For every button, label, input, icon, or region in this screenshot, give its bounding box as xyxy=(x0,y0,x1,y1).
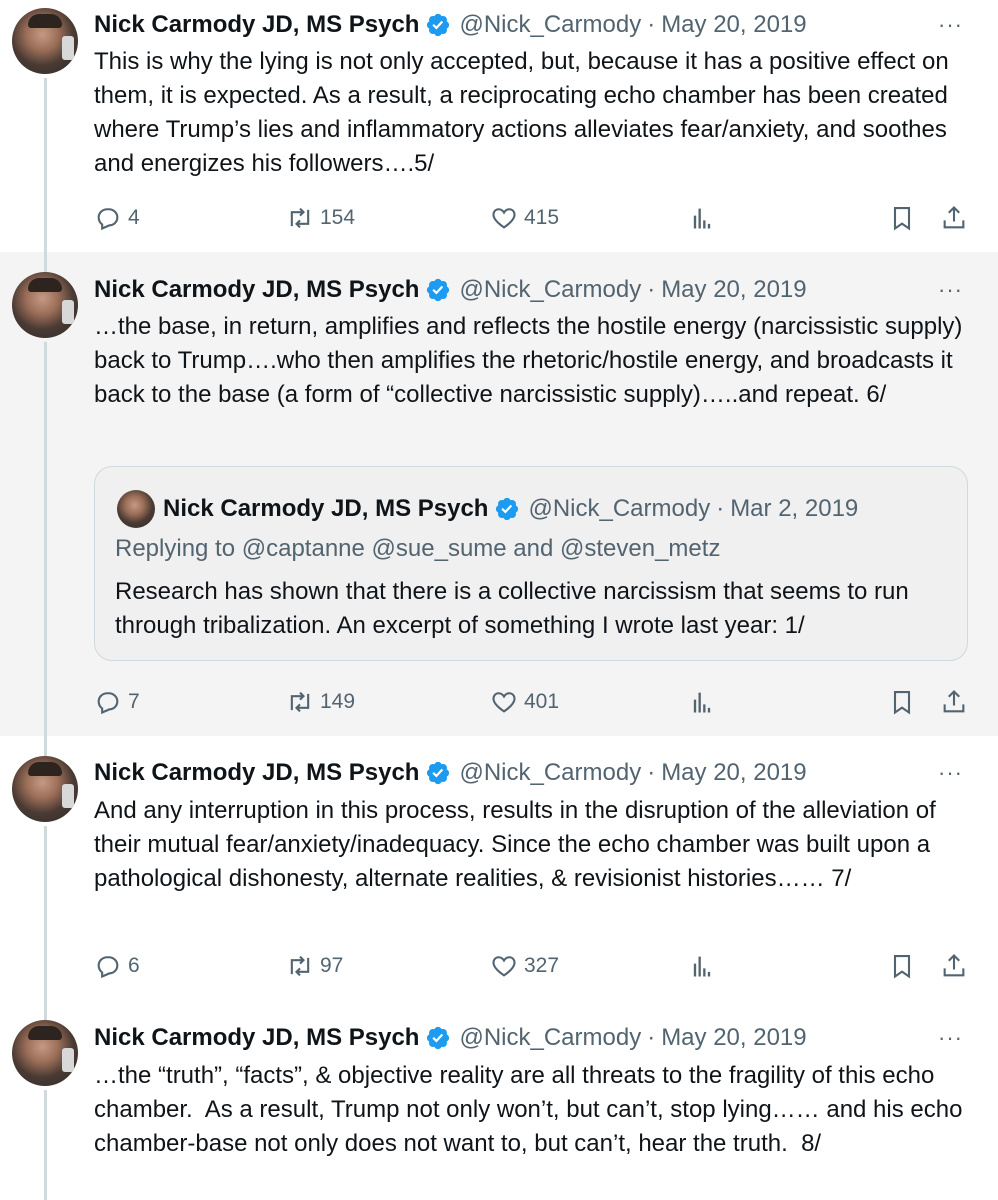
action-bar xyxy=(94,200,970,236)
bookmark-icon xyxy=(888,204,916,232)
separator-dot: · xyxy=(716,495,725,522)
share-icon xyxy=(940,688,968,716)
separator-dot: · xyxy=(647,276,656,303)
more-options-icon[interactable]: ··· xyxy=(938,277,963,302)
tweet-text: This is why the lying is not only accepted, but, because it has a positive effect on them, it is expected. As a result, a reciprocating echo chamber has been created where Trump’s lies and inflammatory actions alleviates fear/anxiety, and soothes and energizes his followers….5/ xyxy=(94,48,956,177)
bookmark-button[interactable] xyxy=(888,948,922,984)
author-name[interactable]: Nick Carmody JD, MS Psych xyxy=(94,11,420,38)
verified-badge-icon xyxy=(425,12,451,38)
author-name[interactable]: Nick Carmody JD, MS Psych xyxy=(94,1024,420,1051)
reply-icon xyxy=(94,952,122,980)
analytics-icon xyxy=(688,688,716,716)
reply-count: 6 xyxy=(128,954,140,977)
more-options-icon[interactable]: ··· xyxy=(938,1025,963,1050)
tweet-header xyxy=(94,273,807,307)
tweet-date[interactable]: May 20, 2019 xyxy=(661,1024,807,1051)
tweet-text: …the “truth”, “facts”, & objective reality are all threats to the fragility of this echo chamber. As a result, Trump not only won’t, but can’t, stop lying…… and his echo chamber-base not only does not want to, but can’t, hear the truth. 8/ xyxy=(94,1062,970,1157)
author-handle[interactable]: @Nick_Carmody xyxy=(459,1024,642,1051)
analytics-icon xyxy=(688,204,716,232)
bookmark-icon xyxy=(888,688,916,716)
heart-icon xyxy=(490,952,518,980)
avatar[interactable] xyxy=(12,8,78,74)
share-icon xyxy=(940,204,968,232)
verified-badge-icon xyxy=(425,277,451,303)
bookmark-icon xyxy=(888,952,916,980)
like-count: 401 xyxy=(524,690,560,713)
more-options-icon[interactable]: ··· xyxy=(938,12,963,37)
verified-badge-icon xyxy=(425,760,451,786)
thread-line xyxy=(44,252,47,272)
verified-badge-icon xyxy=(425,1025,451,1051)
author-name[interactable]: Nick Carmody JD, MS Psych xyxy=(94,759,420,786)
quoted-avatar xyxy=(117,490,155,528)
views-button[interactable] xyxy=(688,200,722,236)
author-handle[interactable]: @Nick_Carmody xyxy=(459,759,642,786)
retweet-count: 154 xyxy=(320,206,356,229)
retweet-count: 97 xyxy=(320,954,344,977)
separator-dot: · xyxy=(647,759,656,786)
thread-line xyxy=(44,78,47,252)
reply-icon xyxy=(94,204,122,232)
retweet-count: 149 xyxy=(320,690,356,713)
avatar[interactable] xyxy=(12,756,78,822)
reply-icon xyxy=(94,688,122,716)
retweet-icon xyxy=(286,952,314,980)
analytics-icon xyxy=(688,952,716,980)
heart-icon xyxy=(490,204,518,232)
replying-to-mentions[interactable]: @captanne @sue_sume and @steven_metz xyxy=(241,535,721,562)
tweet-date[interactable]: May 20, 2019 xyxy=(661,759,807,786)
reply-count: 7 xyxy=(128,690,140,713)
reply-button[interactable] xyxy=(94,948,140,984)
replying-to xyxy=(115,535,720,563)
more-options-icon[interactable]: ··· xyxy=(938,760,963,785)
share-button[interactable] xyxy=(940,684,974,720)
tweet-text: …the base, in return, amplifies and reflects the hostile energy (narcissistic supply) back to Trump….who then amplifies the rhetoric/hostile energy, and broadcasts it back to the base (a form of “collective narcissistic supply)…..and repeat. 6/ xyxy=(94,313,970,408)
thread-line xyxy=(44,736,47,756)
retweet-icon xyxy=(286,688,314,716)
quoted-author-handle: @Nick_Carmody xyxy=(528,495,711,522)
tweet-date[interactable]: May 20, 2019 xyxy=(661,276,807,303)
like-count: 327 xyxy=(524,954,560,977)
action-bar xyxy=(94,948,970,984)
tweet-header xyxy=(94,756,807,790)
like-button[interactable] xyxy=(490,684,559,720)
share-button[interactable] xyxy=(940,200,974,236)
action-bar xyxy=(94,684,970,720)
bookmark-button[interactable] xyxy=(888,684,922,720)
tweet-6[interactable] xyxy=(0,252,998,736)
tweet-text: And any interruption in this process, results in the disruption of the alleviation of their mutual fear/anxiety/inadequacy. Since the echo chamber was built upon a pathological dishonesty, alternate realities, & revisionist histories…… 7/ xyxy=(94,797,943,892)
tweet-8[interactable] xyxy=(0,1018,998,1200)
share-button[interactable] xyxy=(940,948,974,984)
retweet-button[interactable] xyxy=(286,200,355,236)
tweet-header xyxy=(94,8,807,42)
avatar[interactable] xyxy=(12,272,78,338)
retweet-button[interactable] xyxy=(286,948,343,984)
views-button[interactable] xyxy=(688,948,722,984)
thread-line xyxy=(44,1090,47,1200)
author-handle[interactable]: @Nick_Carmody xyxy=(459,276,642,303)
replying-to-label: Replying to xyxy=(115,535,242,562)
reply-count: 4 xyxy=(128,206,140,229)
views-button[interactable] xyxy=(688,684,722,720)
thread-line xyxy=(44,342,47,736)
quoted-header xyxy=(163,490,858,528)
avatar[interactable] xyxy=(12,1020,78,1086)
like-button[interactable] xyxy=(490,948,559,984)
reply-button[interactable] xyxy=(94,200,140,236)
heart-icon xyxy=(490,688,518,716)
bookmark-button[interactable] xyxy=(888,200,922,236)
separator-dot: · xyxy=(647,1024,656,1051)
like-count: 415 xyxy=(524,206,560,229)
tweet-7[interactable] xyxy=(0,736,998,1018)
tweet-5[interactable] xyxy=(0,0,998,252)
retweet-button[interactable] xyxy=(286,684,355,720)
verified-badge-icon xyxy=(494,496,520,522)
quoted-text: Research has shown that there is a collective narcissism that seems to run through tribalization. An excerpt of something I wrote last year: 1/ xyxy=(115,578,909,639)
tweet-header xyxy=(94,1021,807,1055)
like-button[interactable] xyxy=(490,200,559,236)
author-handle[interactable]: @Nick_Carmody xyxy=(459,11,642,38)
quoted-date: Mar 2, 2019 xyxy=(730,495,859,522)
share-icon xyxy=(940,952,968,980)
quoted-author-name: Nick Carmody JD, MS Psych xyxy=(163,495,489,522)
reply-button[interactable] xyxy=(94,684,140,720)
tweet-date[interactable]: May 20, 2019 xyxy=(661,11,807,38)
thread-line xyxy=(44,826,47,1018)
retweet-icon xyxy=(286,204,314,232)
quoted-tweet[interactable] xyxy=(94,466,968,661)
author-name[interactable]: Nick Carmody JD, MS Psych xyxy=(94,276,420,303)
separator-dot: · xyxy=(647,11,656,38)
